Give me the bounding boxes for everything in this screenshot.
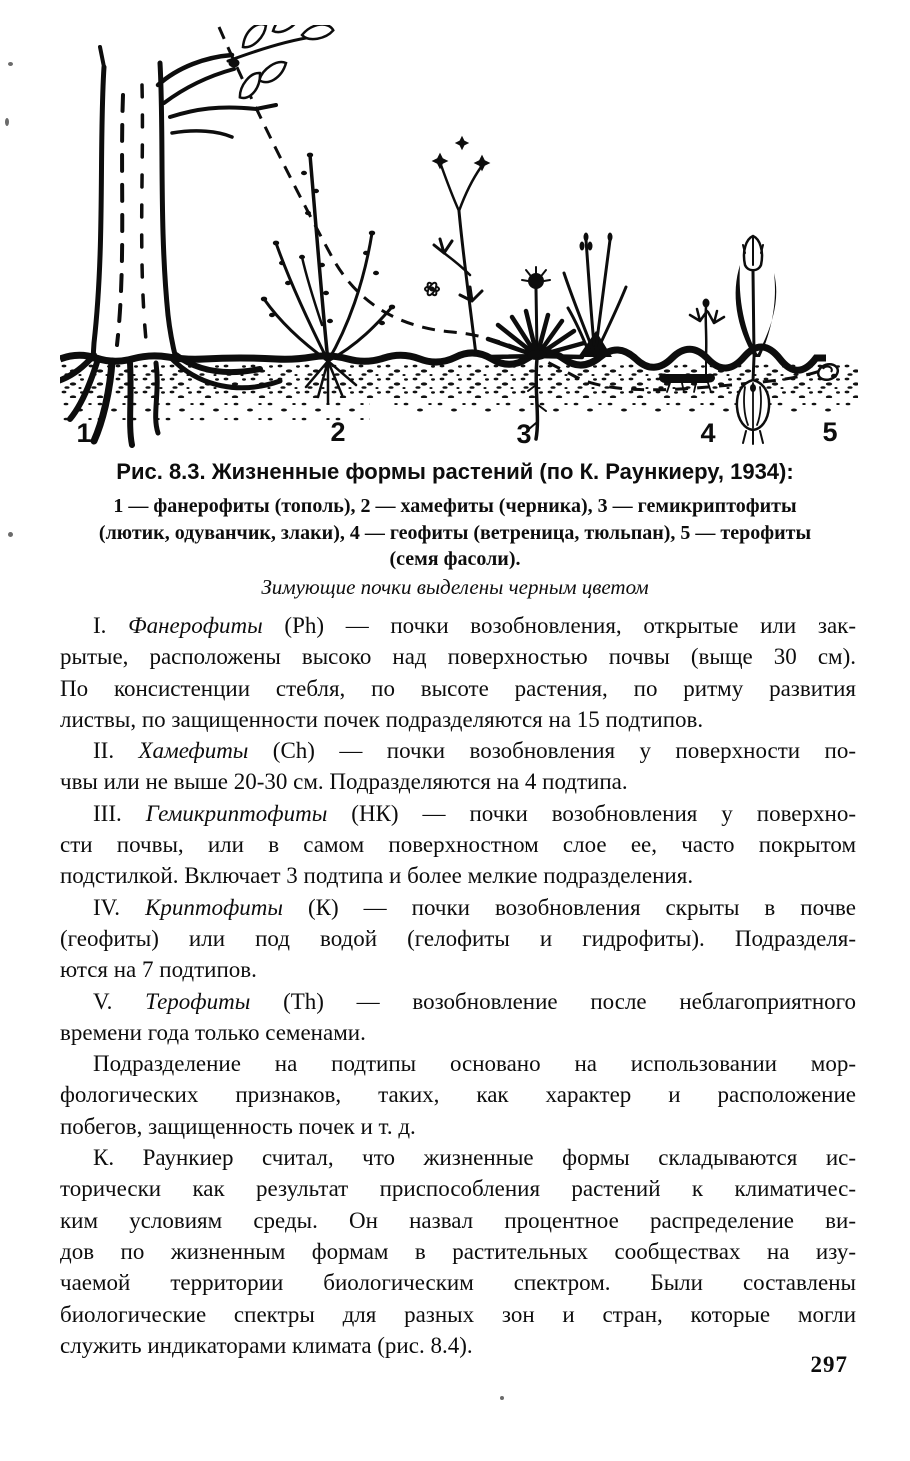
paragraph [60, 892, 856, 986]
legend-line: (семя фасоли). [389, 548, 521, 570]
paragraph [60, 986, 856, 1049]
figure-marker: 5 [822, 417, 838, 447]
text-line: фологических признаков, таких, как характер и расположение [60, 1082, 856, 1108]
paragraph [60, 1142, 856, 1361]
text-line: подстилкой. Включает 3 подтипа и более мелкие подразделения. [60, 863, 694, 889]
text-line: служить индикаторами климата (рис. 8.4). [60, 1332, 473, 1358]
text-line: IV. Криптофиты (К) — почки возобновления скрыты в почве [93, 894, 856, 920]
text-line: торически как результат приспособления растений к климатичес- [60, 1176, 856, 1202]
text-line: биологические спектры для разных зон и стран, которые могли [60, 1301, 856, 1327]
text-line: По консистенции стебля, по высоте растения, по ритму развития [60, 675, 856, 701]
text-line: Подразделение на подтипы основано на использовании мор- [93, 1051, 856, 1077]
figure-legend [50, 493, 860, 573]
figure-marker: 2 [330, 417, 346, 447]
text-line: времени года только семенами. [60, 1019, 366, 1045]
figure-marker: 3 [516, 419, 532, 449]
text-line: побегов, защищенность почек и т. д. [60, 1113, 416, 1139]
paragraph [60, 610, 856, 735]
paragraph [60, 1048, 856, 1142]
text-line: К. Раункиер считал, что жизненные формы складываются ис- [93, 1145, 856, 1171]
figure-illustration [60, 25, 858, 450]
figure-marker: 4 [700, 418, 716, 448]
winter-bud-line [219, 27, 823, 390]
text-line: дов по жизненным формам в растительных сообществах на изу- [60, 1238, 856, 1264]
scan-speck [8, 532, 13, 537]
scan-speck [500, 1396, 504, 1400]
text-line: III. Гемикриптофиты (НК) — почки возобновления у поверхно- [93, 800, 856, 826]
page-number: 297 [810, 1352, 848, 1377]
text-line: ются на 7 подтипов. [60, 957, 257, 983]
body-text [60, 610, 856, 1361]
figure-marker: 1 [76, 418, 92, 448]
scan-speck [8, 62, 13, 66]
figure-note: Зимующие почки выделены черным цветом [261, 575, 649, 599]
text-line: сти почвы, или в самом поверхностном слое ее, часто покрытом [60, 832, 856, 858]
text-line: V. Терофиты (Th) — возобновление после неблагоприятного [93, 988, 856, 1014]
figure-caption-title: Рис. 8.3. Жизненные формы растений (по К. Раункиеру, 1934): [116, 459, 794, 484]
text-line: II. Хамефиты (Ch) — почки возобновления у поверхности по- [93, 738, 857, 764]
text-line: чаемой территории биологическим спектром. Были составлены [60, 1270, 856, 1296]
paragraph [60, 798, 856, 892]
scan-speck [5, 118, 9, 126]
text-line: (геофиты) или под водой (гелофиты и гидрофиты). Подразделя- [60, 925, 856, 951]
life-forms-drawing [60, 25, 858, 450]
text-line: I. Фанерофиты (Ph) — почки возобновления, открытые или зак- [93, 613, 856, 638]
text-line: чвы или не выше 20-30 см. Подразделяются на 4 подтипа. [60, 769, 628, 795]
legend-line: (лютик, одуванчик, злаки), 4 — геофиты (ветреница, тюльпан), 5 — терофиты [98, 521, 812, 544]
paragraph [60, 735, 856, 798]
text-line: ким условиям среды. Он назвал процентное распределение ви- [60, 1207, 856, 1233]
text-line: рытые, расположены высоко над поверхностью почвы (выще 30 см). [60, 644, 856, 670]
text-line: листвы, по защищенности почек подразделяются на 15 подтипов. [60, 706, 704, 732]
legend-line: 1 — фанерофиты (тополь), 2 — хамефиты (черника), 3 — гемикриптофиты [113, 495, 797, 517]
